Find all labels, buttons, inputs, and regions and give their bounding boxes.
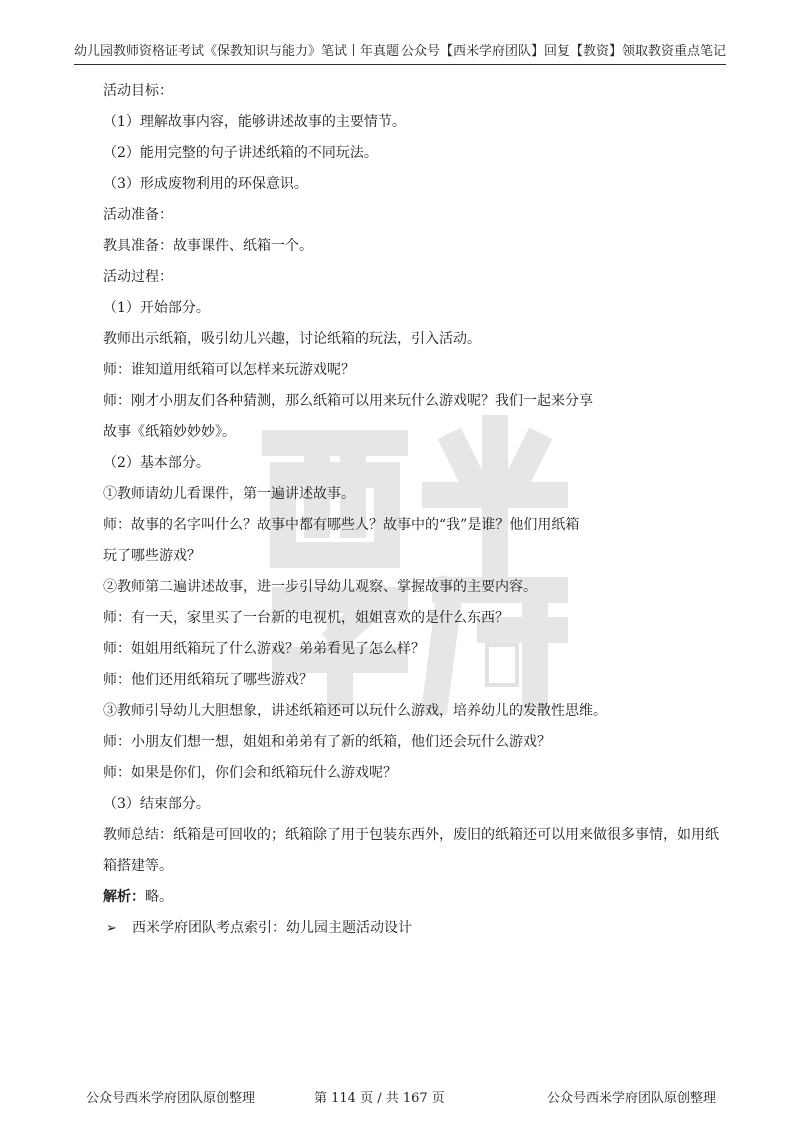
- text-line: （1）开始部分。: [103, 300, 210, 316]
- text-line: 师：他们还用纸箱玩了哪些游戏？: [103, 672, 313, 688]
- text-line: ①教师请幼儿看课件，第一遍讲述故事。: [103, 486, 355, 502]
- text-line: （1）理解故事内容，能够讲述故事的主要情节。: [103, 114, 406, 130]
- analysis-text: 略。: [145, 889, 173, 905]
- text-line: 师：故事的名字叫什么？故事中都有哪些人？故事中的“我”是谁？他们用纸箱: [103, 517, 580, 533]
- text-line: 师：谁知道用纸箱可以怎样来玩游戏呢？: [103, 362, 355, 378]
- index-text: 西米学府团队考点索引：幼儿园主题活动设计: [132, 920, 412, 936]
- page-number: 第 114 页 / 共 167 页: [314, 1091, 445, 1106]
- text-line: 教师出示纸箱，吸引幼儿兴趣，讨论纸箱的玩法，引入活动。: [103, 331, 481, 347]
- text-line: （3）结束部分。: [103, 796, 210, 812]
- text-line: 玩了哪些游戏？: [103, 548, 201, 564]
- text-line: 师：小朋友们想一想，姐姐和弟弟有了新的纸箱，他们还会玩什么游戏？: [103, 734, 551, 750]
- text-line: （3）形成废物利用的环保意识。: [103, 176, 308, 192]
- page-header: [74, 40, 726, 65]
- summary-paragraph: 教师总结：纸箱是可回收的；纸箱除了用于包装东西外，废旧的纸箱还可以用来做很多事情，如用纸箱搭建等。: [103, 827, 719, 874]
- text-line: 活动准备：: [103, 207, 173, 223]
- footer-left: 公众号西米学府团队原创整理: [86, 1091, 256, 1106]
- analysis-label: 解析：: [103, 889, 145, 905]
- header-title: 幼儿园教师资格证考试《保教知识与能力》笔试丨年真题: [74, 44, 400, 59]
- text-line: 师：刚才小朋友们各种猜测，那么纸箱可以用来玩什么游戏呢？我们一起来分享: [103, 393, 593, 409]
- text-line: ③教师引导幼儿大胆想象，讲述纸箱还可以玩什么游戏，培养幼儿的发散性思维。: [103, 703, 607, 719]
- footer-right: 公众号西米学府团队原创整理: [546, 1091, 716, 1106]
- text-line: ②教师第二遍讲述故事，进一步引导幼儿观察、掌握故事的主要内容。: [103, 579, 537, 595]
- arrow-bullet-icon: ➢: [106, 921, 117, 936]
- text-line: 师：姐姐用纸箱玩了什么游戏？弟弟看见了怎么样？: [103, 641, 425, 657]
- text-line: 师：如果是你们，你们会和纸箱玩什么游戏呢？: [103, 765, 397, 781]
- text-line: 教具准备：故事课件、纸箱一个。: [103, 238, 313, 254]
- index-bullet: [103, 913, 720, 944]
- text-line: 故事《纸箱妙妙妙》。: [103, 424, 236, 440]
- text-line: 活动过程：: [103, 269, 173, 285]
- document-body: [103, 76, 720, 944]
- page-footer: [74, 1088, 726, 1110]
- text-line: 活动目标：: [103, 83, 173, 99]
- header-promo: 公众号【西米学府团队】回复【教资】领取教资重点笔记: [400, 44, 726, 59]
- text-line: （2）基本部分。: [103, 455, 210, 471]
- text-line: （2）能用完整的句子讲述纸箱的不同玩法。: [103, 145, 378, 161]
- text-line: 师：有一天，家里买了一台新的电视机，姐姐喜欢的是什么东西？: [103, 610, 509, 626]
- analysis-line: [103, 882, 720, 913]
